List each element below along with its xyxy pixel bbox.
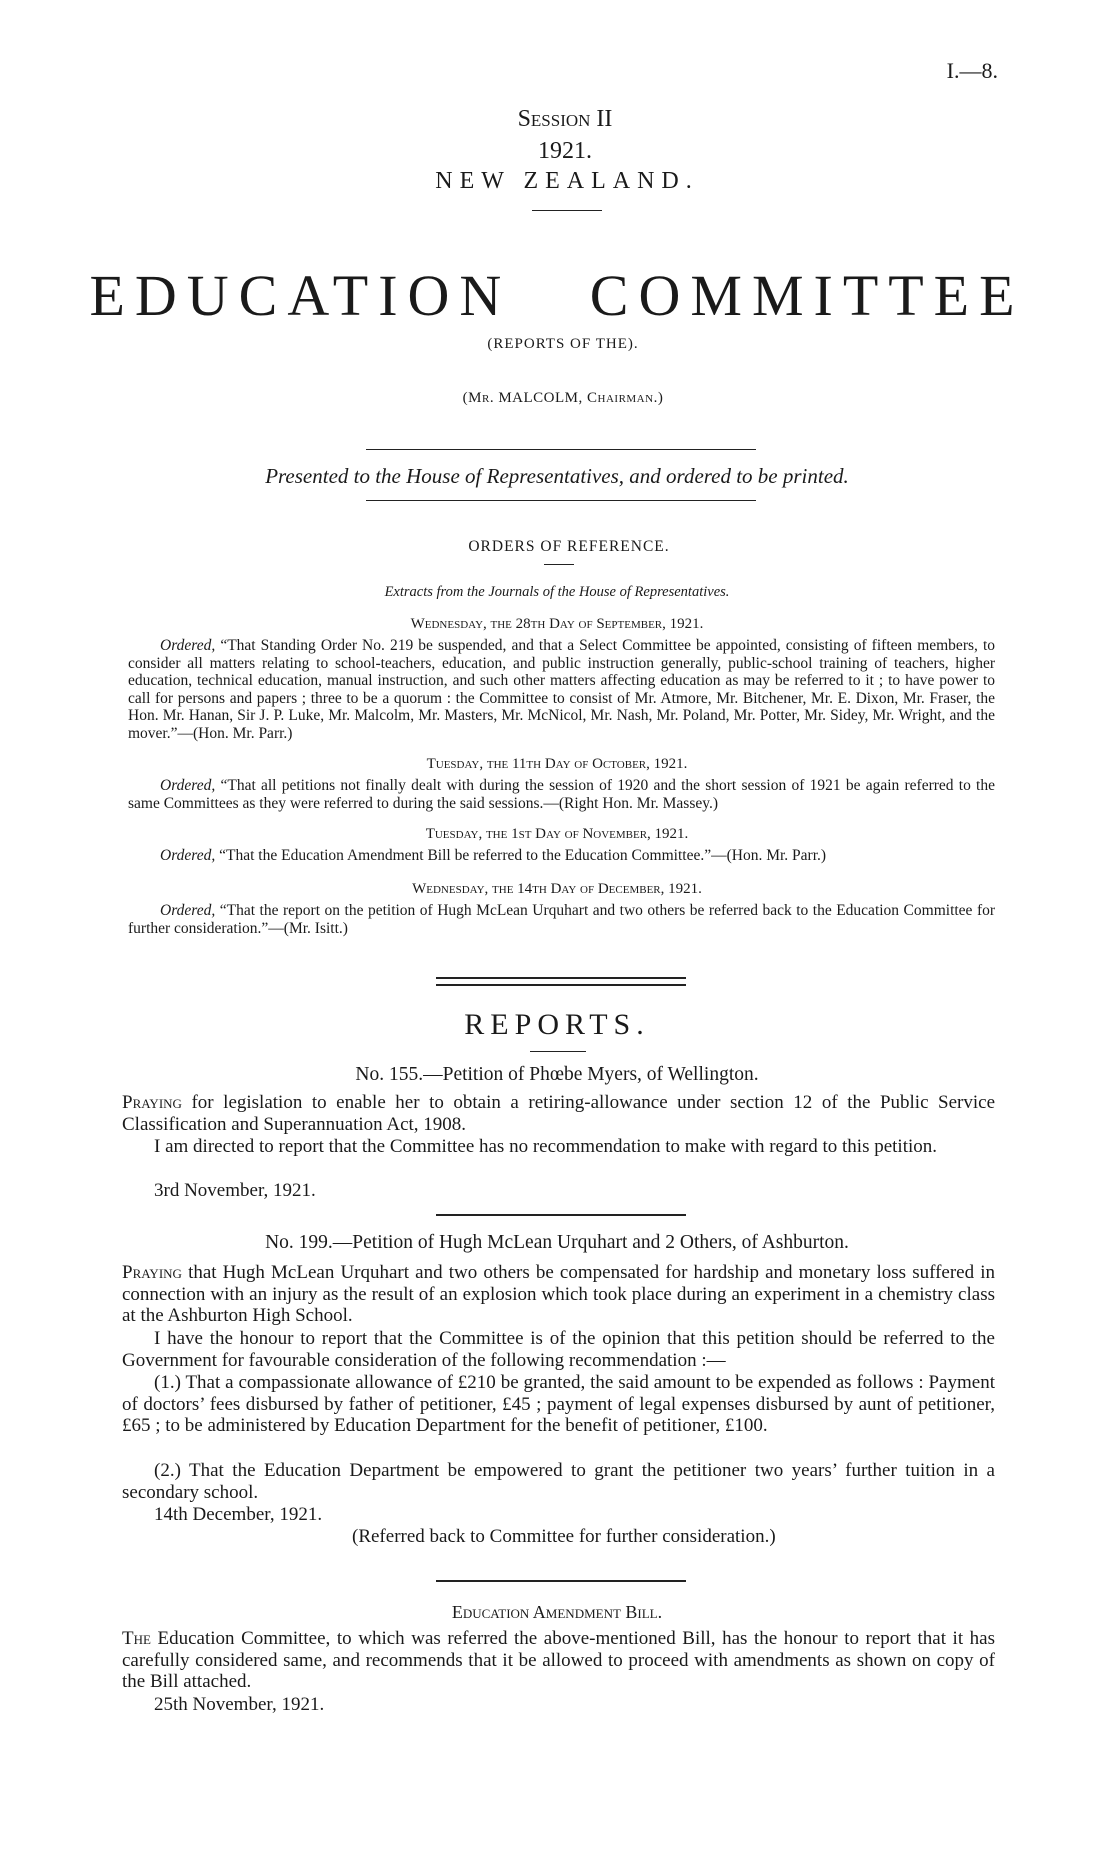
praying-text: that Hugh McLean Urquhart and two others be compensated for hardship and monetary loss suffered in connection with an injury as the result of an explosion which took place during an experiment in a chemistry class at the Ashburton High School.	[122, 1262, 995, 1326]
report-body	[122, 1628, 995, 1693]
report-note: (Referred back to Committee for further consideration.)	[352, 1526, 776, 1547]
divider	[532, 210, 602, 211]
divider	[366, 449, 756, 450]
document-subtitle: (REPORTS OF THE).	[487, 336, 639, 352]
praying-text: for legislation to enable her to obtain a retiring-allowance under section 12 of the Public Service Classification and Superannuation Act, 1908.	[122, 1092, 996, 1135]
order-date: Tuesday, the 1st Day of November, 1921.	[425, 826, 689, 842]
order-text: “That the Education Amendment Bill be referred to the Education Committee.”—(Hon. Mr. Parr.)	[219, 847, 827, 864]
praying-lead: Praying	[122, 1092, 182, 1113]
report-praying	[122, 1262, 995, 1327]
document-title: EDUCATION COMMITTEE	[89, 263, 1025, 328]
report-heading: Education Amendment Bill.	[451, 1602, 663, 1622]
report-praying	[122, 1092, 995, 1135]
country-label: NEW ZEALAND.	[435, 168, 699, 194]
order-date: Tuesday, the 11th Day of October, 1921.	[426, 756, 688, 772]
divider	[436, 1214, 686, 1216]
report-date: 14th December, 1921.	[154, 1504, 323, 1525]
chairman-label: (Mr. MALCOLM, Chairman.)	[462, 390, 664, 406]
recommendation-item: (1.) That a compassionate allowance of £210 be granted, the said amount to be expended as follows : Payment of doctors’ fees disbursed by father of petitioner, £45 ; payment of legal expenses disbursed by aunt of petitioner, £65 ; to be administered by Education Department for the benefit of petitioner, £100.	[122, 1372, 995, 1436]
report-heading: No. 199.—Petition of Hugh McLean Urquhart and 2 Others, of Ashburton.	[265, 1232, 849, 1253]
order-text: “That all petitions not finally dealt with during the session of 1920 and the short session of 1921 be again referred to the same Committees as they were referred to during the said sessions.—(Right Hon. Mr. Massey.)	[128, 777, 995, 812]
divider	[530, 1051, 586, 1052]
orders-heading: ORDERS OF REFERENCE.	[468, 538, 670, 555]
body-text: Education Committee, to which was referred the above-mentioned Bill, has the honour to report that it has carefully considered same, and recommends that it be allowed to proceed with amendments as shown on copy of the Bill attached.	[122, 1628, 995, 1692]
ordered-label: Ordered,	[160, 777, 216, 794]
order-text: “That the report on the petition of Hugh McLean Urquhart and two others be referred back to the Education Committee for further consideration.”—(Mr. Isitt.)	[128, 902, 996, 937]
order-entry	[128, 637, 995, 742]
recommendation-item: (2.) That the Education Department be empowered to grant the petitioner two years’ further tuition in a secondary school.	[122, 1460, 995, 1503]
order-date: Wednesday, the 14th Day of December, 1921.	[412, 881, 702, 897]
order-entry	[128, 847, 995, 865]
ordered-label: Ordered,	[160, 637, 216, 654]
body-lead: The	[122, 1628, 151, 1649]
report-heading: No. 155.—Petition of Phœbe Myers, of Wellington.	[355, 1064, 759, 1085]
double-divider	[436, 977, 686, 986]
praying-lead: Praying	[122, 1262, 182, 1283]
report-date: 3rd November, 1921.	[154, 1180, 316, 1201]
order-entry	[128, 777, 995, 812]
year-label: 1921.	[538, 138, 592, 164]
extracts-label: Extracts from the Journals of the House of Representatives.	[384, 584, 730, 600]
presented-statement: Presented to the House of Representatives, and ordered to be printed.	[265, 464, 849, 488]
ordered-label: Ordered,	[160, 902, 216, 919]
reports-heading: REPORTS.	[464, 1008, 650, 1041]
order-date: Wednesday, the 28th Day of September, 1921.	[410, 616, 704, 632]
order-entry	[128, 902, 995, 937]
report-date: 25th November, 1921.	[154, 1694, 325, 1715]
page-identifier: I.—8.	[946, 58, 998, 83]
divider	[366, 500, 756, 501]
order-text: “That Standing Order No. 219 be suspended, and that a Select Committee be appointed, consisting of fifteen members, to consider all matters relating to school-teachers, education, and public instruction generally, public-school training of teachers, higher education, technical education, manual instruction, and such other matters affecting education as may be referred to it ; to have power to call for persons and papers ; three to be a quorum : the Committee to consist of Mr. Atmore, Mr. Bitchener, Mr. E. Dixon, Mr. Fraser, the Hon. Mr. Hanan, Sir J. P. Luke, Mr. Malcolm, Mr. Masters, Mr. McNicol, Mr. Nash, Mr. Poland, Mr. Potter, Mr. Sidey, Mr. Wright, and the mover.”—(Hon. Mr. Parr.)	[128, 637, 996, 742]
divider	[544, 564, 574, 565]
divider	[436, 1580, 686, 1582]
ordered-label: Ordered,	[160, 847, 216, 864]
report-body: I am directed to report that the Committee has no recommendation to make with regard to this petition.	[154, 1136, 938, 1157]
report-body: I have the honour to report that the Committee is of the opinion that this petition should be referred to the Government for favourable consideration of the following recommendation :—	[122, 1328, 995, 1371]
session-label: Session II	[517, 106, 613, 132]
